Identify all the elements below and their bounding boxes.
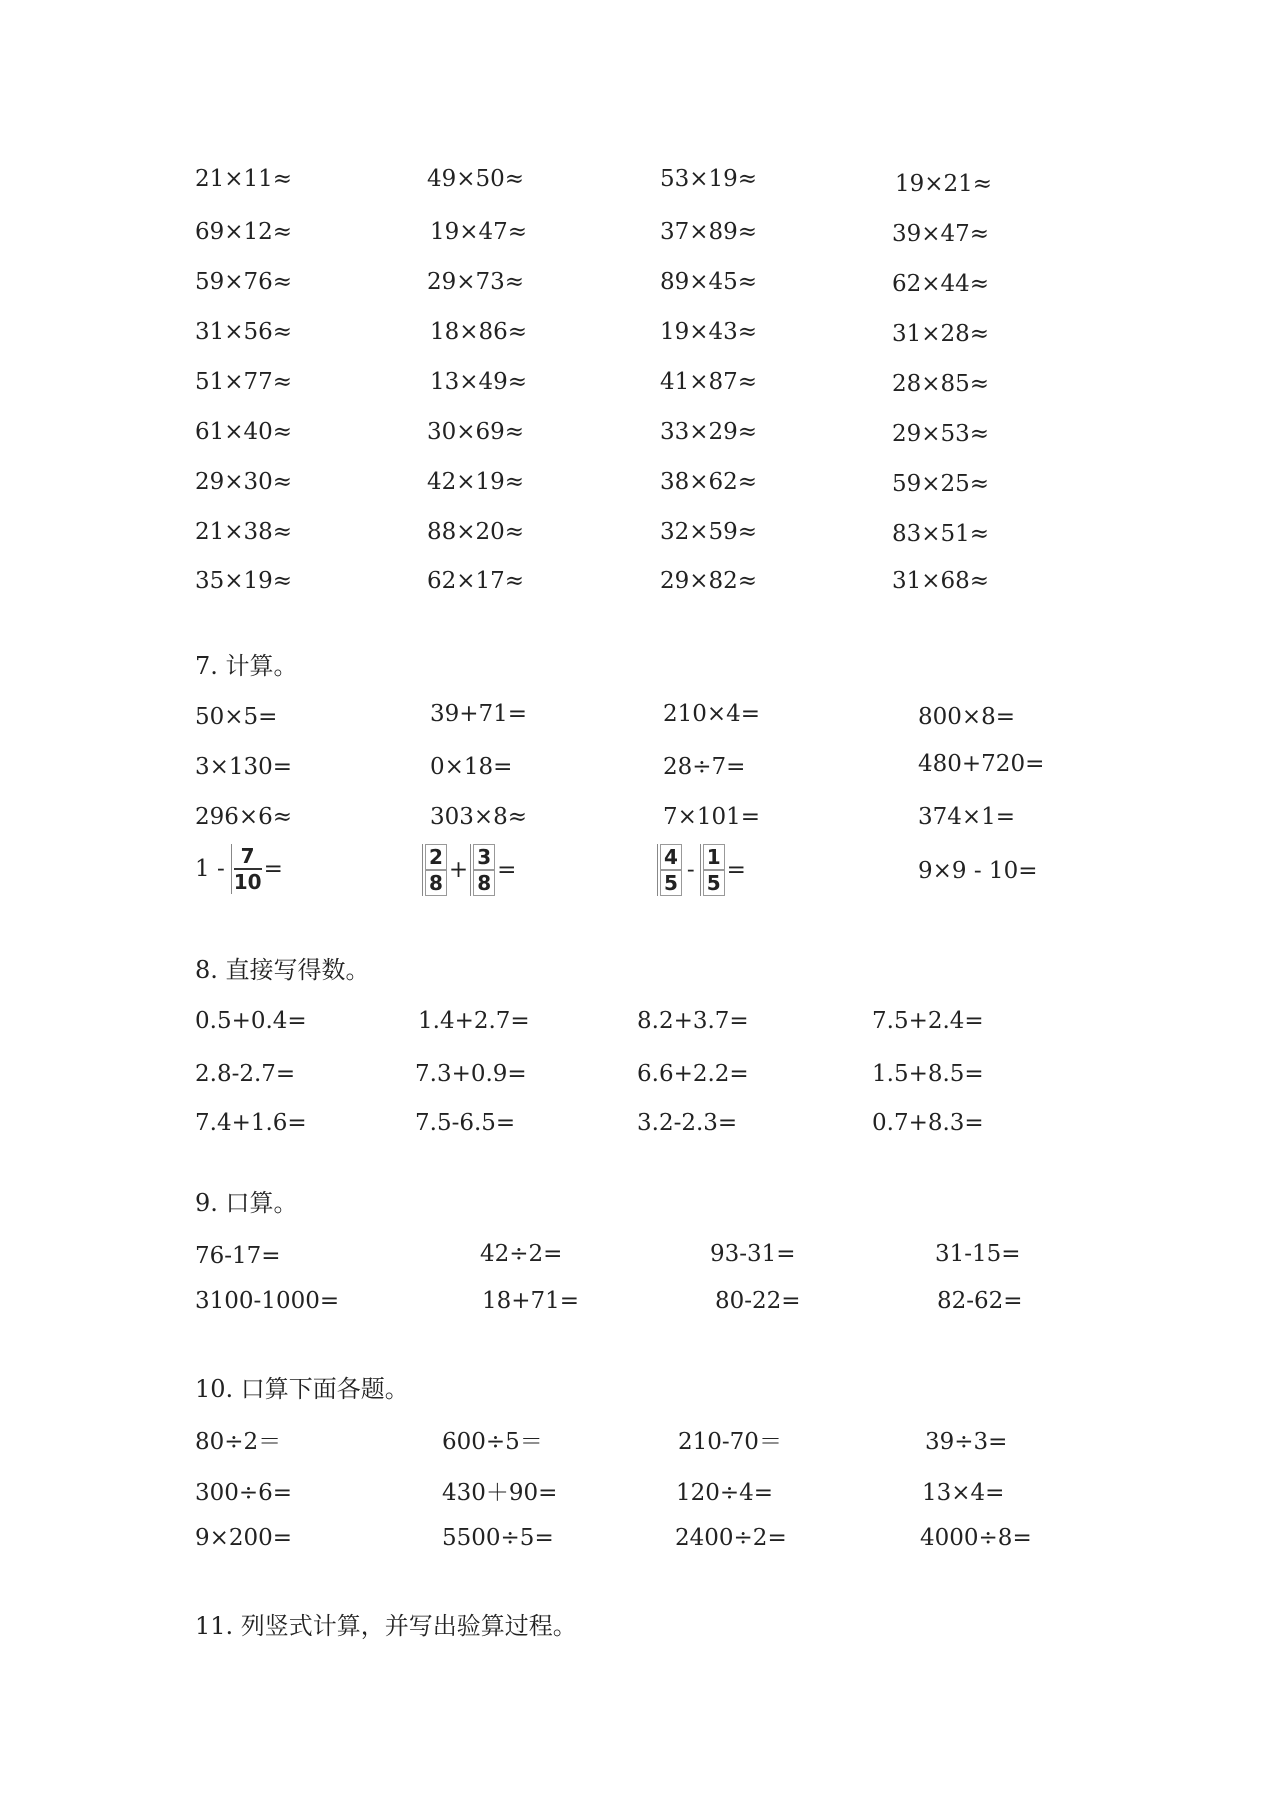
- fraction-denominator: 5: [703, 870, 725, 896]
- problem: 42×19≈: [427, 469, 525, 495]
- problem: 7.4+1.6=: [195, 1110, 307, 1136]
- problem: 7.5-6.5=: [415, 1110, 516, 1136]
- problem: 7.5+2.4=: [872, 1008, 984, 1034]
- problem: 8.2+3.7=: [637, 1008, 749, 1034]
- problem: 2.8-2.7=: [195, 1061, 296, 1087]
- problem: 39×47≈: [892, 221, 990, 247]
- problem: 19×47≈: [430, 219, 528, 245]
- problem: 800×8=: [918, 704, 1016, 730]
- problem: 29×82≈: [660, 568, 758, 594]
- problem: 82-62=: [937, 1288, 1023, 1314]
- equals-sign: =: [263, 856, 283, 882]
- problem: 31×56≈: [195, 319, 293, 345]
- problem: 19×43≈: [660, 319, 758, 345]
- fraction-numerator: 3: [473, 844, 495, 870]
- problem: 4000÷8=: [920, 1525, 1032, 1551]
- problem: 39÷3=: [925, 1429, 1008, 1455]
- problem: 39+71=: [430, 701, 528, 727]
- problem: 38×62≈: [660, 469, 758, 495]
- problem: 374×1=: [918, 804, 1016, 830]
- problem: 300÷6=: [195, 1480, 293, 1506]
- problem: 61×40≈: [195, 419, 293, 445]
- fraction-numerator: 4: [660, 844, 682, 870]
- fraction: [657, 844, 682, 896]
- problem: 120÷4=: [676, 1480, 774, 1506]
- problem: 28÷7=: [663, 754, 746, 780]
- problem: 28×85≈: [892, 371, 990, 397]
- problem: 210×4=: [663, 701, 761, 727]
- problem: 42÷2=: [480, 1241, 563, 1267]
- problem: 62×17≈: [427, 568, 525, 594]
- problem: 59×76≈: [195, 269, 293, 295]
- problem: 18+71=: [482, 1288, 580, 1314]
- problem: 62×44≈: [892, 271, 990, 297]
- problem: 2400÷2=: [675, 1525, 787, 1551]
- problem: 32×59≈: [660, 519, 758, 545]
- section11-heading: 11. 列竖式计算，并写出验算过程。: [195, 1612, 577, 1640]
- problem: 89×45≈: [660, 269, 758, 295]
- problem: 1.4+2.7=: [418, 1008, 530, 1034]
- problem: 5500÷5=: [442, 1525, 554, 1551]
- fraction-denominator: 5: [660, 870, 682, 896]
- problem: 0.5+0.4=: [195, 1008, 307, 1034]
- fraction-problem-1: [195, 844, 283, 894]
- problem: 480+720=: [918, 751, 1045, 777]
- equals-sign: =: [726, 857, 746, 883]
- problem: 93-31=: [710, 1241, 796, 1267]
- problem: 296×6≈: [195, 804, 293, 830]
- problem: 53×19≈: [660, 166, 758, 192]
- problem: 80-22=: [715, 1288, 801, 1314]
- problem: 0×18=: [430, 754, 513, 780]
- problem: 31×28≈: [892, 321, 990, 347]
- problem: 19×21≈: [895, 171, 993, 197]
- problem: 9×200=: [195, 1525, 293, 1551]
- problem: 69×12≈: [195, 219, 293, 245]
- operator: +: [448, 857, 469, 883]
- fraction-problem-3: [655, 844, 746, 896]
- fraction-denominator: 8: [473, 870, 495, 896]
- problem: 35×19≈: [195, 568, 293, 594]
- fraction-numerator: 7: [240, 844, 255, 868]
- fraction-numerator: 2: [425, 844, 447, 870]
- fraction: [422, 844, 447, 896]
- fraction-problem-2: [420, 844, 516, 896]
- problem: 6.6+2.2=: [637, 1061, 749, 1087]
- problem: 33×29≈: [660, 419, 758, 445]
- section9-heading: 9. 口算。: [195, 1189, 298, 1217]
- problem: 7.3+0.9=: [415, 1061, 527, 1087]
- problem: 50×5=: [195, 704, 278, 730]
- problem: 1.5+8.5=: [872, 1061, 984, 1087]
- fraction-denominator: 10: [233, 870, 262, 894]
- problem: 210-70＝: [678, 1429, 782, 1455]
- problem: 3100-1000=: [195, 1288, 340, 1314]
- fraction-numerator: 1: [703, 844, 725, 870]
- problem: 88×20≈: [427, 519, 525, 545]
- problem: 29×30≈: [195, 469, 293, 495]
- problem: 303×8≈: [430, 804, 528, 830]
- problem: 37×89≈: [660, 219, 758, 245]
- problem: 83×51≈: [892, 521, 990, 547]
- problem: 0.7+8.3=: [872, 1110, 984, 1136]
- problem: 13×49≈: [430, 369, 528, 395]
- problem: 80÷2＝: [195, 1429, 282, 1455]
- equals-sign: =: [497, 857, 517, 883]
- operator: -: [686, 857, 695, 883]
- problem: 51×77≈: [195, 369, 293, 395]
- fraction-denominator: 8: [425, 870, 447, 896]
- problem: 430＋90=: [442, 1480, 558, 1506]
- fraction-lead: 1 -: [195, 856, 225, 882]
- fraction: [700, 844, 725, 896]
- fraction: [231, 844, 262, 894]
- problem: 21×38≈: [195, 519, 293, 545]
- problem: 31×68≈: [892, 568, 990, 594]
- section7-heading: 7. 计算。: [195, 652, 298, 680]
- problem: 3×130=: [195, 754, 293, 780]
- problem: 3.2-2.3=: [637, 1110, 738, 1136]
- section10-heading: 10. 口算下面各题。: [195, 1375, 409, 1403]
- problem: 18×86≈: [430, 319, 528, 345]
- problem: 9×9 - 10=: [918, 858, 1038, 884]
- problem: 21×11≈: [195, 166, 293, 192]
- section8-heading: 8. 直接写得数。: [195, 956, 370, 984]
- problem: 41×87≈: [660, 369, 758, 395]
- problem: 600÷5＝: [442, 1429, 543, 1455]
- problem: 59×25≈: [892, 471, 990, 497]
- problem: 30×69≈: [427, 419, 525, 445]
- problem: 31-15=: [935, 1241, 1021, 1267]
- problem: 29×73≈: [427, 269, 525, 295]
- problem: 49×50≈: [427, 166, 525, 192]
- problem: 13×4=: [922, 1480, 1005, 1506]
- fraction: [470, 844, 495, 896]
- problem: 29×53≈: [892, 421, 990, 447]
- problem: 7×101=: [663, 804, 761, 830]
- problem: 76-17=: [195, 1243, 281, 1269]
